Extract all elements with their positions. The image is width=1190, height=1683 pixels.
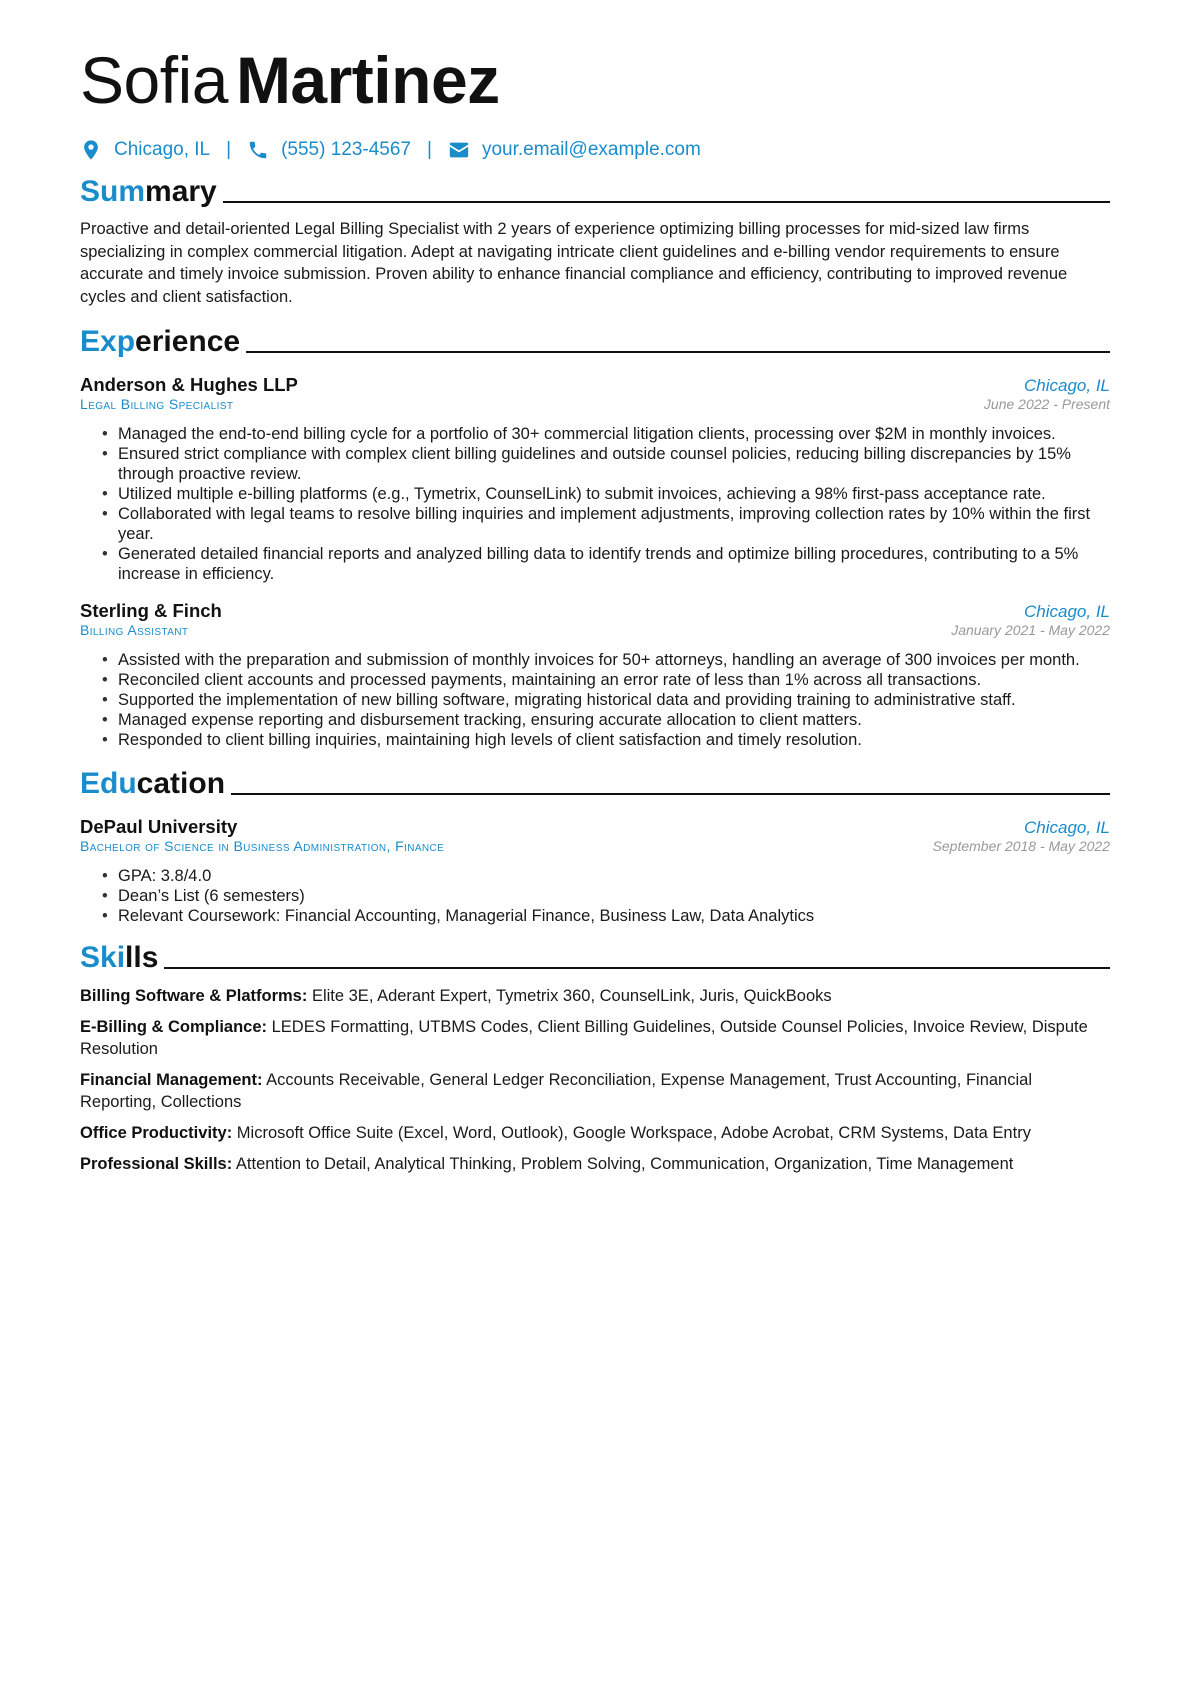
job-dates: June 2022 - Present bbox=[983, 396, 1110, 412]
contact-separator: | bbox=[226, 139, 232, 160]
job-title: Legal Billing Specialist bbox=[80, 396, 234, 412]
list-item: • GPA: 3.8/4.0 bbox=[102, 866, 1110, 886]
list-item: • Generated detailed financial reports and analyzed billing data to identify trends and optimize billing procedures, contributing to a 5% increase in efficiency. bbox=[102, 544, 1110, 584]
summary-heading: Summary bbox=[80, 172, 1110, 210]
skill-label: Office Productivity: bbox=[80, 1124, 233, 1142]
skill-label: Billing Software & Platforms: bbox=[80, 987, 308, 1005]
skill-value: Attention to Detail, Analytical Thinking, Problem Solving, Communication, Organization, Time Management bbox=[235, 1155, 1014, 1173]
job-dates: January 2021 - May 2022 bbox=[951, 622, 1110, 638]
list-item: • Ensured strict compliance with complex client billing guidelines and outside counsel policies, reducing billing discrepancies by 15% through proactive review. bbox=[102, 444, 1110, 484]
contact-email[interactable] bbox=[448, 139, 701, 161]
contact-separator: | bbox=[427, 139, 432, 160]
list-item: • Assisted with the preparation and submission of monthly invoices for 50+ attorneys, handling an average of 300 invoices per month. bbox=[102, 650, 1110, 670]
skill-row bbox=[80, 1016, 1110, 1060]
job-entry-1 bbox=[80, 374, 1110, 584]
list-item: • Utilized multiple e-billing platforms (e.g., Tymetrix, CounselLink) to submit invoices, achieving a 98% first-pass acceptance rate. bbox=[102, 484, 1110, 504]
skill-row bbox=[80, 1122, 1110, 1144]
education-dates: September 2018 - May 2022 bbox=[932, 838, 1110, 854]
school-name: DePaul University bbox=[80, 816, 238, 837]
skills-heading: Skills bbox=[80, 938, 1110, 976]
education-bullets bbox=[80, 866, 1110, 926]
skill-label: Professional Skills: bbox=[80, 1155, 233, 1173]
skill-row bbox=[80, 1069, 1110, 1113]
skill-row bbox=[80, 985, 1110, 1007]
skill-value: LEDES Formatting, UTBMS Codes, Client Billing Guidelines, Outside Counsel Policies, Invoice Review, Dispute Resolution bbox=[80, 1018, 1088, 1058]
list-item: • Supported the implementation of new billing software, migrating historical data and providing training to administrative staff. bbox=[102, 690, 1110, 710]
section-rule bbox=[246, 351, 1110, 353]
list-item: • Reconciled client accounts and processed payments, maintaining an error rate of less than 1% across all transactions. bbox=[102, 670, 1110, 690]
first-name: Sofia bbox=[80, 43, 228, 117]
location-text: Chicago, IL bbox=[114, 139, 211, 160]
section-rule bbox=[231, 793, 1110, 795]
list-item: • Relevant Coursework: Financial Accounting, Managerial Finance, Business Law, Data Analytics bbox=[102, 906, 1110, 926]
summary-text: Proactive and detail-oriented Legal Billing Specialist with 2 years of experience optimizing billing processes for mid-sized law firms specializing in complex commercial litigation. Adept at navigating intricate client guidelines and e-billing vendor requirements to ensure accurate and timely invoice submission. Proven ability to enhance financial compliance and efficiency, contributing to improved revenue cycles and client satisfaction. bbox=[80, 220, 1068, 306]
job-entry-2 bbox=[80, 600, 1110, 750]
email-link: your.email@example.com bbox=[481, 139, 701, 160]
contact-location bbox=[80, 139, 210, 161]
section-rule bbox=[223, 201, 1110, 203]
job-bullets bbox=[80, 650, 1110, 750]
candidate-name bbox=[80, 40, 1110, 120]
list-item: • Managed the end-to-end billing cycle for a portfolio of 30+ commercial litigation clients, processing over $2M in monthly invoices. bbox=[102, 424, 1110, 444]
school-location: Chicago, IL bbox=[1024, 818, 1110, 837]
skill-label: Financial Management: bbox=[80, 1071, 263, 1089]
phone-text: (555) 123-4567 bbox=[281, 139, 411, 160]
experience-heading: Experience bbox=[80, 322, 1110, 360]
map-pin-icon bbox=[80, 139, 102, 161]
section-rule bbox=[164, 967, 1110, 969]
list-item: • Responded to client billing inquiries, maintaining high levels of client satisfaction and timely resolution. bbox=[102, 730, 1110, 750]
last-name: Martinez bbox=[235, 43, 500, 117]
education-entry bbox=[80, 816, 1110, 926]
contact-line bbox=[80, 136, 1110, 164]
skill-value: Microsoft Office Suite (Excel, Word, Outlook), Google Workspace, Adobe Acrobat, CRM Systems, Data Entry bbox=[236, 1124, 1031, 1142]
job-location: Chicago, IL bbox=[1024, 376, 1110, 395]
company-name: Anderson & Hughes LLP bbox=[80, 374, 298, 395]
skill-value: Accounts Receivable, General Ledger Reconciliation, Expense Management, Trust Accounting, Financial Reporting, Collections bbox=[80, 1071, 1032, 1111]
skill-label: E-Billing & Compliance: bbox=[80, 1018, 268, 1036]
job-location: Chicago, IL bbox=[1024, 602, 1110, 621]
contact-phone[interactable] bbox=[247, 139, 411, 161]
degree: Bachelor of Science in Business Administration, Finance bbox=[80, 838, 445, 854]
job-bullets bbox=[80, 424, 1110, 584]
phone-icon bbox=[247, 139, 269, 161]
education-heading: Education bbox=[80, 764, 1110, 802]
skill-value: Elite 3E, Aderant Expert, Tymetrix 360, CounselLink, Juris, QuickBooks bbox=[311, 987, 832, 1005]
list-item: • Managed expense reporting and disbursement tracking, ensuring accurate allocation to client matters. bbox=[102, 710, 1110, 730]
skill-row bbox=[80, 1153, 1110, 1175]
list-item: • Collaborated with legal teams to resolve billing inquiries and implement adjustments, improving collection rates by 10% within the first year. bbox=[102, 504, 1110, 544]
envelope-icon bbox=[448, 139, 470, 161]
company-name: Sterling & Finch bbox=[80, 600, 222, 621]
job-title: Billing Assistant bbox=[80, 622, 189, 638]
list-item: • Dean’s List (6 semesters) bbox=[102, 886, 1110, 906]
